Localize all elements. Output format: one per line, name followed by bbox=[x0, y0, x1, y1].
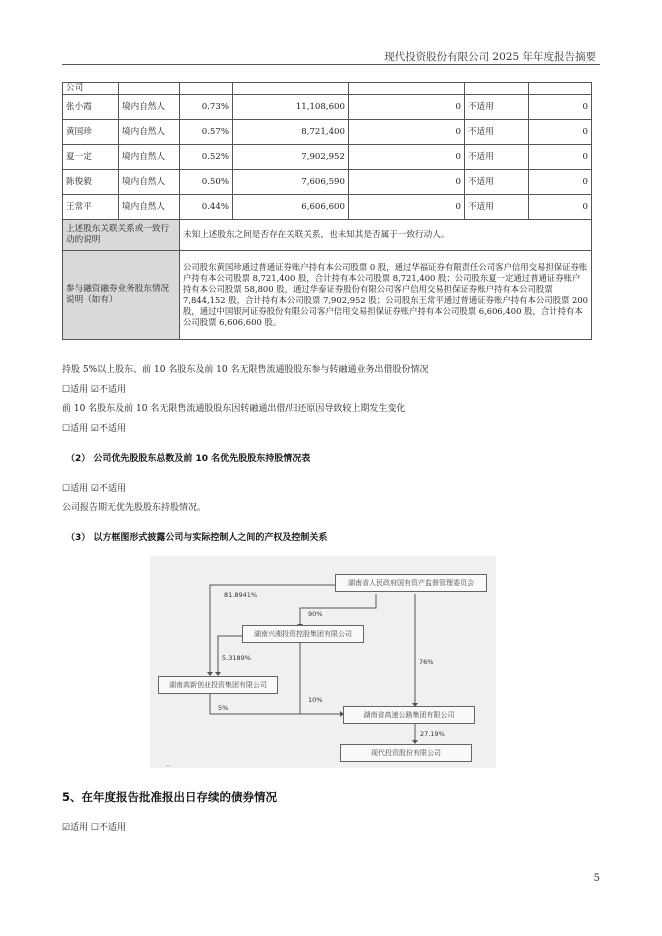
section-heading-control: （3） 以方框图形式披露公司与实际控制人之间的产权及控制关系 bbox=[66, 533, 328, 543]
section-heading-preferred: （2） 公司优先股股东总数及前 10 名优先股股东持股情况表 bbox=[66, 454, 311, 464]
holder-name: 张小霞 bbox=[63, 95, 119, 120]
margin-text: 公司股东黄国珍通过普通证券账户持有本公司股票 0 股，通过华福证券有限责任公司客户信用交易担保证券账户持有本公司股票 8,721,400 股，合计持有本公司股票 8,721,400 股；公司股东夏一定通过普通证券账户持有本公司股票 58,800 股，通过华泰证券股份有限公司客户信用交易担保证券账户持有本公司股票 7,844,152 股，合计持有本公司股票 7,902,952 股；公司股东王常平通过普通证券账户持有本公司股票 200 股，通过中国银河证券股份有限公司客户信用交易担保证券账户持有本公司股票 6,606,400 股，合计持有本公司股票 6,606,600 股。 bbox=[180, 251, 592, 340]
holder-shares: 7,606,590 bbox=[233, 170, 349, 195]
holder-shares: 11,108,600 bbox=[233, 95, 349, 120]
holder-shares: 7,902,952 bbox=[233, 145, 349, 170]
holder-name: 夏一定 bbox=[63, 145, 119, 170]
page-number: 5 bbox=[593, 873, 600, 884]
entity-sasac: 湖南省人民政府国有资产监督管理委员会 bbox=[335, 574, 487, 592]
pct-xingxiang-expressway: 10% bbox=[308, 696, 323, 704]
holder-count: 0 bbox=[529, 195, 592, 220]
table-cell: 公司 bbox=[63, 83, 119, 95]
chart-mark: .. bbox=[166, 760, 171, 768]
holder-type: 境内自然人 bbox=[119, 95, 180, 120]
pct-sasac-expressway: 76% bbox=[419, 658, 434, 666]
table-row bbox=[63, 170, 592, 195]
table-row bbox=[63, 251, 592, 340]
table-row bbox=[63, 195, 592, 220]
holder-pct: 0.52% bbox=[180, 145, 233, 170]
holder-type: 境内自然人 bbox=[119, 170, 180, 195]
holder-restricted: 0 bbox=[349, 120, 465, 145]
table-row bbox=[63, 83, 592, 95]
preferred-line: 公司报告期无优先股股东持股情况。 bbox=[62, 503, 207, 513]
holder-count: 0 bbox=[529, 145, 592, 170]
header-divider bbox=[62, 64, 600, 65]
holder-status: 不适用 bbox=[465, 145, 529, 170]
margin-label: 参与融资融券业务股东情况说明（如有） bbox=[63, 251, 180, 340]
holder-shares: 6,606,600 bbox=[233, 195, 349, 220]
applicability-checkbox: ☐适用 ☑不适用 bbox=[62, 424, 126, 434]
holder-restricted: 0 bbox=[349, 195, 465, 220]
pct-gaoxin-expressway: 5% bbox=[218, 704, 229, 712]
holder-pct: 0.57% bbox=[180, 120, 233, 145]
holder-status: 不适用 bbox=[465, 195, 529, 220]
holder-restricted: 0 bbox=[349, 95, 465, 120]
holder-count: 0 bbox=[529, 170, 592, 195]
holder-pct: 0.73% bbox=[180, 95, 233, 120]
holder-restricted: 0 bbox=[349, 145, 465, 170]
pct-sasac-gaoxin: 81.8941% bbox=[224, 591, 258, 599]
entity-xingxiang: 湖南兴湘投资控股集团有限公司 bbox=[242, 625, 364, 643]
holder-restricted: 0 bbox=[349, 170, 465, 195]
applicability-checkbox: ☑适用 ☐不适用 bbox=[62, 823, 126, 833]
shareholder-table bbox=[62, 82, 592, 340]
entity-expressway: 湖南省高速公路集团有限公司 bbox=[343, 706, 475, 724]
relation-text: 未知上述股东之间是否存在关联关系，也未知其是否属于一致行动人。 bbox=[180, 220, 592, 251]
holder-status: 不适用 bbox=[465, 170, 529, 195]
holder-name: 王常平 bbox=[63, 195, 119, 220]
section-heading-bonds: 5、在年度报告批准报出日存续的债券情况 bbox=[62, 790, 277, 804]
table-row bbox=[63, 120, 592, 145]
holder-pct: 0.44% bbox=[180, 195, 233, 220]
pct-expressway-company: 27.19% bbox=[420, 730, 445, 738]
table-row bbox=[63, 95, 592, 120]
table-row bbox=[63, 220, 592, 251]
entity-gaoxin: 湖南高新创业投资集团有限公司 bbox=[158, 676, 278, 694]
change-line: 前 10 名股东及前 10 名无限售流通股股东因转融通出借/归还原因导致较上期发生变化 bbox=[62, 404, 406, 414]
holder-shares: 8,721,400 bbox=[233, 120, 349, 145]
holder-name: 黄国珍 bbox=[63, 120, 119, 145]
holder-pct: 0.50% bbox=[180, 170, 233, 195]
relation-label: 上述股东关联关系或一致行动的说明 bbox=[63, 220, 180, 251]
holder-name: 陈俊毅 bbox=[63, 170, 119, 195]
holder-status: 不适用 bbox=[465, 120, 529, 145]
holder-status: 不适用 bbox=[465, 95, 529, 120]
report-title: 现代投资股份有限公司 2025 年年度报告摘要 bbox=[384, 51, 596, 63]
ownership-chart bbox=[150, 556, 496, 768]
holder-type: 境内自然人 bbox=[119, 195, 180, 220]
holder-type: 境内自然人 bbox=[119, 120, 180, 145]
holder-count: 0 bbox=[529, 95, 592, 120]
entity-company: 现代投资股份有限公司 bbox=[340, 744, 472, 762]
pct-xingxiang-gaoxin: 5.3189% bbox=[222, 654, 251, 662]
applicability-checkbox: ☐适用 ☑不适用 bbox=[62, 385, 126, 395]
table-row bbox=[63, 145, 592, 170]
holder-count: 0 bbox=[529, 120, 592, 145]
applicability-checkbox: ☐适用 ☑不适用 bbox=[62, 484, 126, 494]
holder-type: 境内自然人 bbox=[119, 145, 180, 170]
pct-sasac-xingxiang: 90% bbox=[308, 610, 323, 618]
lending-line: 持股 5%以上股东、前 10 名股东及前 10 名无限售流通股股东参与转融通业务出借股份情况 bbox=[62, 365, 429, 375]
